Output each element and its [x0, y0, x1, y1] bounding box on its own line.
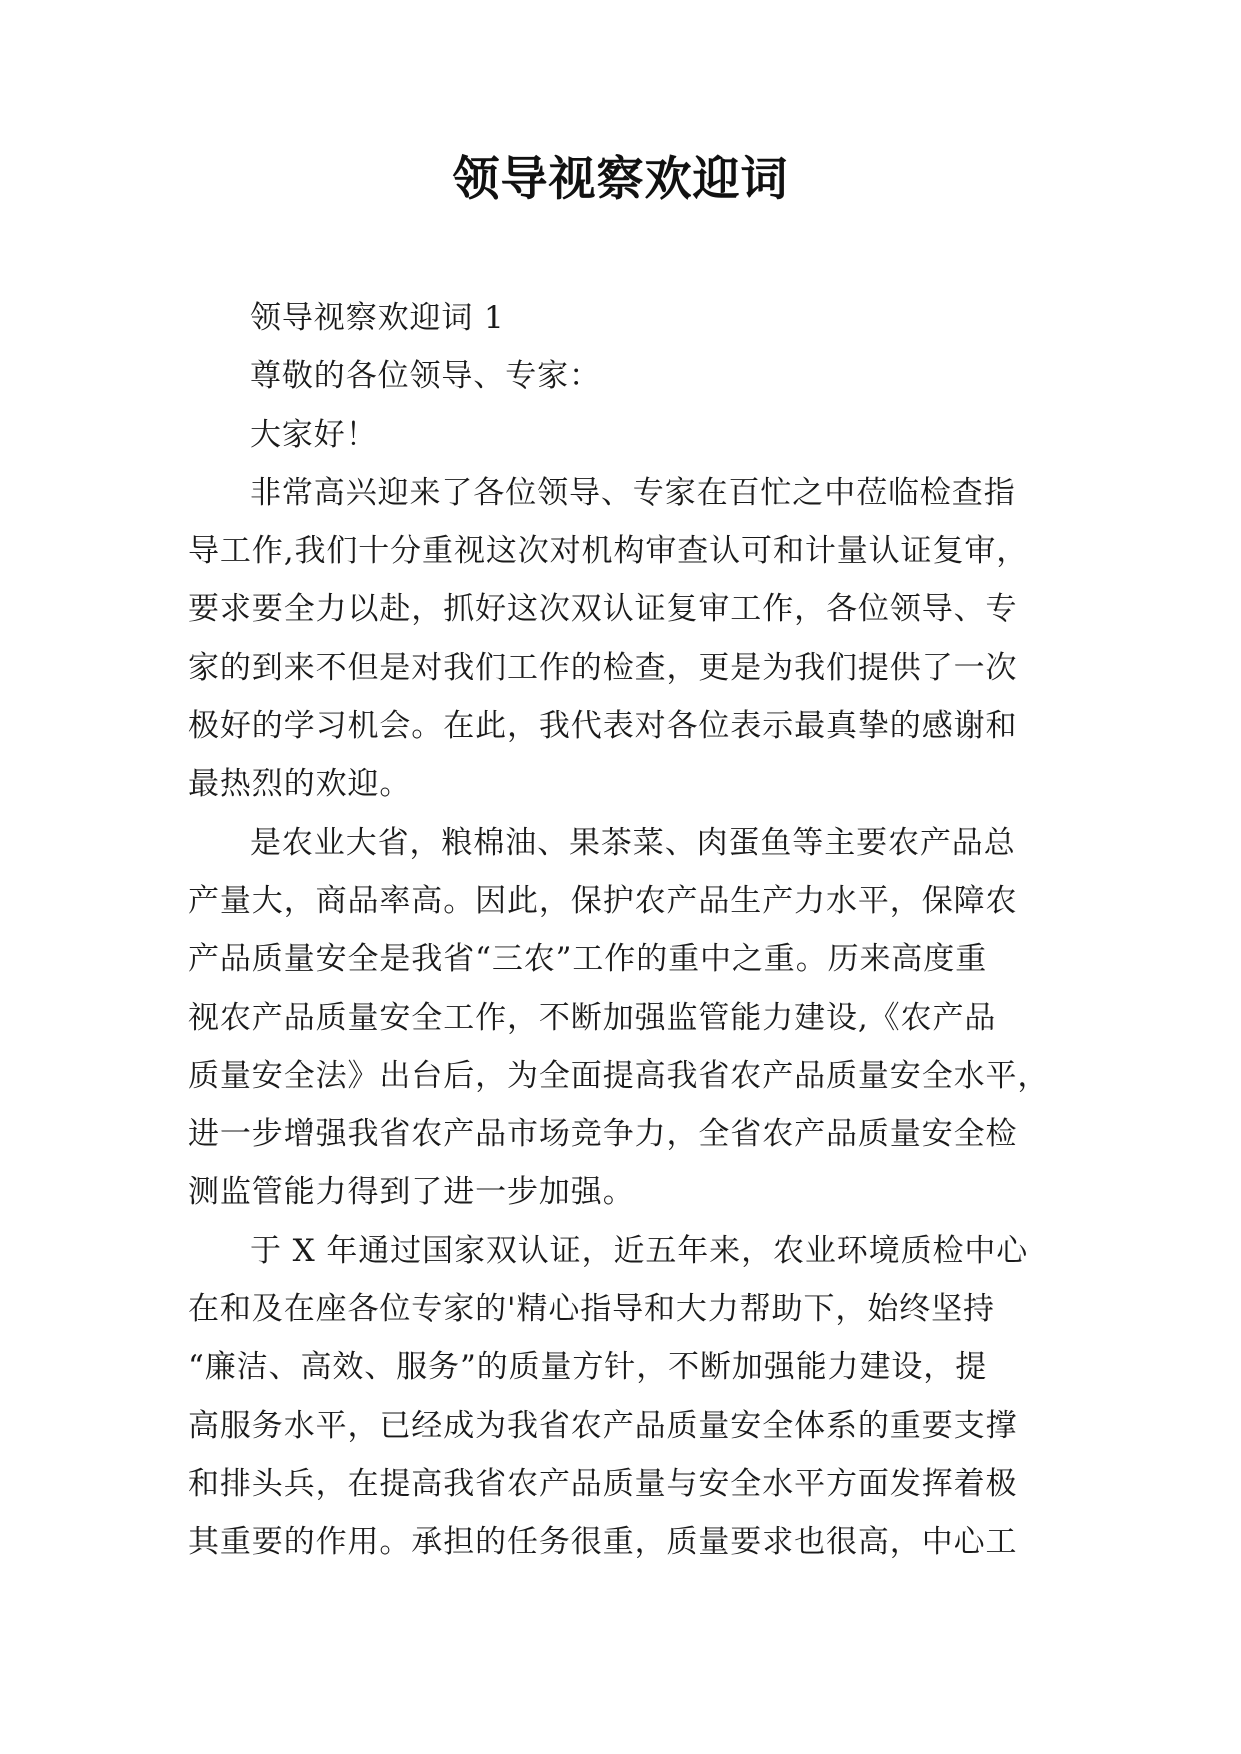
text-line: 家的到来不但是对我们工作的检查，更是为我们提供了一次 — [188, 649, 1018, 686]
text-line: 和排头兵，在提高我省农产品质量与安全水平方面发挥着极 — [188, 1465, 1018, 1502]
text-line: 是农业大省，粮棉油、果茶菜、肉蛋鱼等主要农产品总 — [250, 824, 1016, 861]
text-line: 最热烈的欢迎。 — [188, 766, 412, 803]
text-line: 领导视察欢迎词 1 — [250, 300, 505, 336]
document-body — [188, 289, 1068, 1572]
text-line: 测监管能力得到了进一步加强。 — [188, 1174, 635, 1211]
document-title: 领导视察欢迎词 — [452, 152, 789, 207]
text-line: 进一步增强我省农产品市场竞争力，全省农产品质量安全检 — [188, 1116, 1018, 1153]
text-line: 在和及在座各位专家的'精心指导和大力帮助下，始终坚持 — [188, 1291, 995, 1328]
text-line: 产品质量安全是我省“三农”工作的重中之重。历来高度重 — [188, 941, 988, 978]
text-line: 导工作,我们十分重视这次对机构审查认可和计量认证复审， — [188, 533, 1029, 570]
text-line: 高服务水平，已经成为我省农产品质量安全体系的重要支撑 — [188, 1407, 1018, 1444]
text-line: 极好的学习机会。在此，我代表对各位表示最真挚的感谢和 — [188, 708, 1018, 745]
text-line: 质量安全法》出台后，为全面提高我省农产品质量安全水平， — [188, 1057, 1050, 1094]
text-line: 于 X 年通过国家双认证，近五年来，农业环境质检中心 — [250, 1232, 1029, 1269]
text-line: 非常高兴迎来了各位领导、专家在百忙之中莅临检查指 — [250, 474, 1016, 511]
text-line: 尊敬的各位领导、专家： — [250, 358, 601, 395]
text-line: 其重要的作用。承担的任务很重，质量要求也很高，中心工 — [188, 1524, 1018, 1561]
text-line: 视农产品质量安全工作，不断加强监管能力建设,《农产品 — [188, 999, 997, 1036]
text-line: 大家好！ — [250, 416, 378, 453]
text-line: “廉洁、高效、服务”的质量方针，不断加强能力建设，提 — [188, 1349, 988, 1386]
text-line: 要求要全力以赴，抓好这次双认证复审工作，各位领导、专 — [188, 591, 1018, 628]
text-line: 产量大，商品率高。因此，保护农产品生产力水平，保障农 — [188, 882, 1018, 919]
